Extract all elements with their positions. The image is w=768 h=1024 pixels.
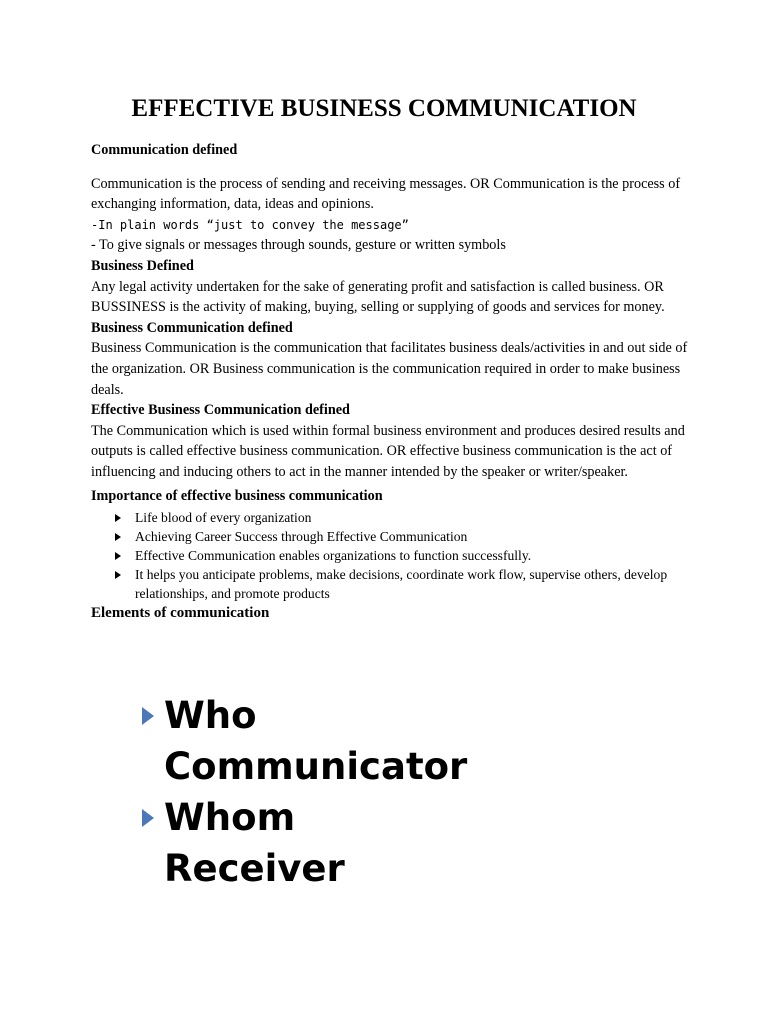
- heading-importance: Importance of effective business communication: [91, 487, 383, 504]
- slide-text-receiver: Receiver: [164, 847, 345, 890]
- slide-row-whom: [140, 792, 700, 843]
- elements-slide-image: [140, 690, 700, 890]
- bullet-arrow-icon: [115, 514, 121, 522]
- slide-row-who: [140, 690, 700, 741]
- line-signals: - To give signals or messages through sounds, gesture or written symbols: [91, 237, 506, 254]
- para-communication-defined: Communication is the process of sending and receiving messages. OR Communication is the process of exchanging information, data, ideas and opinions.: [91, 175, 681, 213]
- para-business-communication: Business Communication is the communication that facilitates business deals/activities in and out side of the organization. OR Business communication is the communication required in order to make business deals.: [91, 340, 688, 398]
- list-item: [115, 508, 691, 527]
- plain-words-text: -In plain words “just to convey the message”: [91, 217, 409, 232]
- slide-text-whom: Whom: [164, 796, 296, 839]
- heading-business-defined: Business Defined: [91, 257, 194, 274]
- para-effective-business-communication: The Communication which is used within formal business environment and produces desired results and outputs is called effective business communication. OR effective business communication is the act of influencing and inducing others to act in the manner intended by the speaker or writer/speaker.: [91, 422, 685, 480]
- document-body: [91, 140, 691, 624]
- blue-triangle-bullet-icon: [142, 707, 154, 725]
- list-item: [115, 546, 691, 565]
- list-item-text: Life blood of every organization: [135, 510, 312, 526]
- slide-row-communicator: [140, 741, 700, 792]
- bullet-arrow-icon: [115, 571, 121, 579]
- line-plain-words: [91, 215, 691, 236]
- heading-elements: Elements of communication: [91, 605, 270, 622]
- slide-text-who: Who: [164, 694, 257, 737]
- list-item-text: It helps you anticipate problems, make decisions, coordinate work flow, supervise others, develop relationships, and promote products: [135, 567, 668, 602]
- list-item-text: Achieving Career Success through Effective Communication: [135, 529, 468, 545]
- heading-business-communication: Business Communication defined: [91, 319, 293, 336]
- spacer: [91, 161, 691, 174]
- blue-triangle-bullet-icon: [142, 809, 154, 827]
- heading-effective-business-communication: Effective Business Communication defined: [91, 402, 350, 419]
- document-title: EFFECTIVE BUSINESS COMMUNICATION: [131, 95, 637, 122]
- list-item: [115, 565, 691, 603]
- bullet-arrow-icon: [115, 533, 121, 541]
- bullet-arrow-icon: [115, 552, 121, 560]
- importance-list: [91, 508, 691, 603]
- slide-row-receiver-clipped: [140, 843, 700, 890]
- para-business-defined: Any legal activity undertaken for the sake of generating profit and satisfaction is called business. OR BUSSINESS is the activity of making, buying, selling or supplying of goods and services for money.: [91, 278, 665, 316]
- slide-text-communicator: Communicator: [164, 745, 468, 788]
- heading-communication-defined: Communication defined: [91, 142, 238, 158]
- list-item-text: Effective Communication enables organizations to function successfully.: [135, 548, 532, 564]
- list-item: [115, 527, 691, 546]
